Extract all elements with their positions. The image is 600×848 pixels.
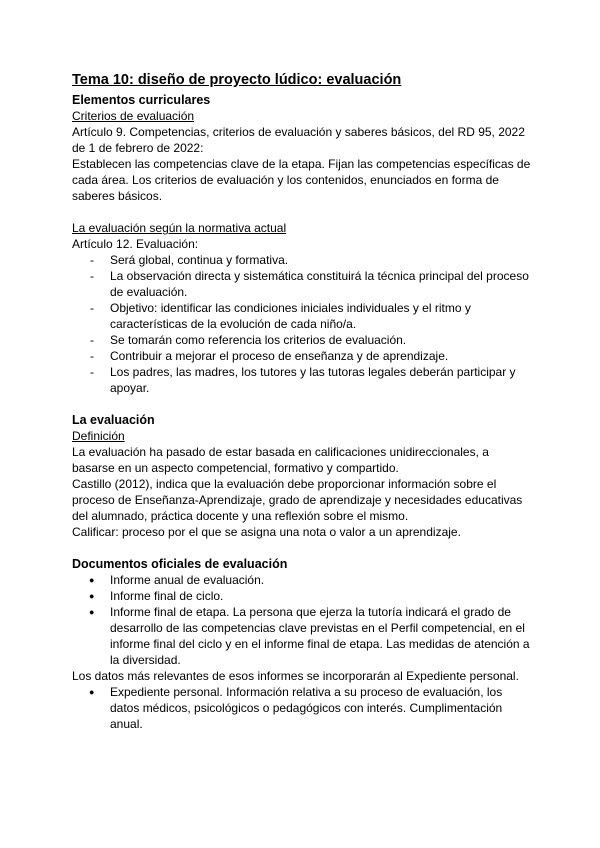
section-heading-documentos: Documentos oficiales de evaluación <box>72 557 288 571</box>
document-title: Tema 10: diseño de proyecto lúdico: evaluación <box>72 72 402 88</box>
subheading-criterios: Criterios de evaluación <box>72 109 195 123</box>
list-item: - Se tomarán como referencia los criterios de evaluación. <box>72 332 532 348</box>
list-item: ● Informe anual de evaluación. <box>72 572 532 588</box>
list-item: ● Informe final de ciclo. <box>72 588 532 604</box>
spacer <box>72 204 532 220</box>
spacer <box>72 540 532 556</box>
paragraph-articulo-12: Artículo 12. Evaluación: <box>72 237 199 251</box>
list-item: - Los padres, las madres, los tutores y las tutoras legales deberán participar y apoyar. <box>72 364 532 396</box>
document-page <box>72 71 532 732</box>
evaluation-list <box>72 252 532 396</box>
list-item: ● Expediente personal. Información relativa a su proceso de evaluación, los datos médicos, psicológicos o pedagógicos con interés. Cumplimentación anual. <box>72 684 532 732</box>
expediente-list <box>72 684 532 732</box>
list-item: - Contribuir a mejorar el proceso de enseñanza y de aprendizaje. <box>72 348 532 364</box>
paragraph-definicion: La evaluación ha pasado de estar basada en calificaciones unidireccionales, a basarse en un aspecto competencial, formativo y compartido. <box>72 445 489 475</box>
subheading-normativa: La evaluación según la normativa actual <box>72 221 287 235</box>
spacer <box>72 396 532 412</box>
section-heading-elementos: Elementos curriculares <box>72 93 211 107</box>
subheading-definicion: Definición <box>72 429 125 443</box>
paragraph-articulo-9: Artículo 9. Competencias, criterios de evaluación y saberes básicos, del RD 95, 2022 de 1 de febrero de 2022: <box>72 125 525 155</box>
list-item: ● Informe final de etapa. La persona que ejerza la tutoría indicará el grado de desarrollo de las competencias clave previstas en el Perfil competencial, en el informe final del ciclo y en el informe final de etapa. Las medidas de atención a la diversidad. <box>72 604 532 668</box>
paragraph-expediente: Los datos más relevantes de esos informes se incorporarán al Expediente personal. <box>72 669 519 683</box>
list-item: - La observación directa y sistemática constituirá la técnica principal del proceso de evaluación. <box>72 268 532 300</box>
section-heading-la-evaluacion: La evaluación <box>72 413 155 427</box>
list-item: - Objetivo: identificar las condiciones iniciales individuales y el ritmo y características de la evolución de cada niño/a. <box>72 300 532 332</box>
paragraph-castillo: Castillo (2012), indica que la evaluación debe proporcionar información sobre el proceso de Enseñanza-Aprendizaje, grado de aprendizaje y necesidades educativas del alumnado, práctica docente y una reflexión sobre el mismo. <box>72 477 523 523</box>
documents-list <box>72 572 532 668</box>
paragraph-calificar: Calificar: proceso por el que se asigna una nota o valor a un aprendizaje. <box>72 525 461 539</box>
list-item: - Será global, continua y formativa. <box>72 252 532 268</box>
paragraph-competencias: Establecen las competencias clave de la etapa. Fijan las competencias específicas de cada área. Los criterios de evaluación y los contenidos, enunciados en forma de saberes básicos. <box>72 157 531 203</box>
